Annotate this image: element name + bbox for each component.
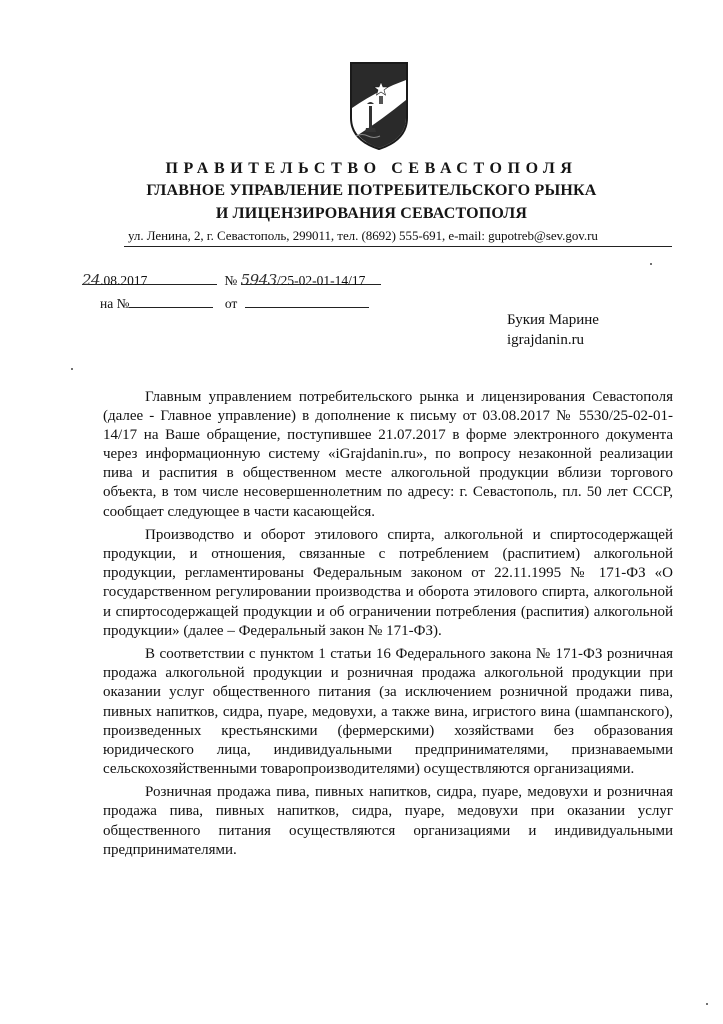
number-label: № xyxy=(224,273,238,288)
number-printed: /25-02-01-14/17 xyxy=(276,273,366,288)
incoming-reference xyxy=(100,294,369,312)
reply-number-blank xyxy=(129,294,213,308)
reply-date-blank xyxy=(245,294,369,308)
number-field xyxy=(240,271,381,289)
scan-speck xyxy=(706,1003,708,1005)
body-paragraph-2: Производство и оборот этилового спирта, алкогольной и спиртосодержащей продукции, и отношения, связанные с потреблением (распитием) алкогольной продукции, регламентированы Федеральным законом от 22.11.1995 № 171-ФЗ «О государственном регулировании производства и оборота этилового спирта, алкогольной и спиртосодержащей продукции и об ограничении потребления (распития) алкогольной продукции» (далее – Федеральный закон № 171-ФЗ). xyxy=(103,527,673,639)
department-name-line1: ГЛАВНОЕ УПРАВЛЕНИЕ ПОТРЕБИТЕЛЬСКОГО РЫНКА xyxy=(146,182,597,199)
date-printed: .08.2017 xyxy=(100,273,148,288)
government-title: ПРАВИТЕЛЬСТВО СЕВАСТОПОЛЯ xyxy=(165,160,578,177)
outgoing-reference xyxy=(82,271,381,289)
date-field xyxy=(82,271,217,289)
letterhead-divider xyxy=(124,246,672,247)
letterhead-address: ул. Ленина, 2, г. Севастополь, 299011, тел. (8692) 555-691, e-mail: gupotreb@sev.gov.ru xyxy=(128,228,598,243)
sevastopol-coat-of-arms-icon xyxy=(348,60,410,152)
scan-speck xyxy=(650,263,652,265)
body-paragraph-1: Главным управлением потребительского рынка и лицензирования Севастополя (далее - Главное управление) в дополнение к письму от 03.08.2017 № 5530/25-02-01-14/17 на Ваше обращение, поступившее 21.07.2017 в форме электронного документа через информационную систему «iGrajdanin.ru», по вопросу незаконной реализации пива и распития в общественном месте алкогольной продукции вблизи торгового объекта, в том числе несовершеннолетним по адресу: г. Севастополь, пл. 50 лет СССР, сообщает следующее в части касающейся. xyxy=(103,389,673,520)
letter-body xyxy=(103,388,673,860)
body-paragraph-4: Розничная продажа пива, пивных напитков, сидра, пуаре, медовухи и розничная продажа пива, пивных напитков, сидра, пуаре, медовухи при оказании услуг общественного питания осуществляются организациями и индивидуальными предпринимателями. xyxy=(103,784,673,858)
addressee-site: igrajdanin.ru xyxy=(507,332,585,348)
scan-speck xyxy=(71,368,73,370)
date-day-handwritten: 24 xyxy=(82,271,101,289)
department-name-line2: И ЛИЦЕНЗИРОВАНИЯ СЕВАСТОПОЛЯ xyxy=(215,205,528,222)
addressee-name: Букия Марине xyxy=(507,312,599,328)
body-paragraph-3: В соответствии с пунктом 1 статьи 16 Федерального закона № 171-ФЗ розничная продажа алкогольной продукции и розничная продажа алкогольной продукции при оказании услуг общественного питания (за исключением розничной продажи пива, пивных напитков, сидра, пуаре, медовухи, а также вина, игристого вина (шампанского), произведенных крестьянскими (фермерскими) хозяйствами без образования юридического лица, индивидуальными предпринимателями, признаваемыми сельскохозяйственными товаропроизводителями) осуществляются организациями. xyxy=(103,646,673,777)
number-handwritten: 5943 xyxy=(240,271,277,289)
reply-from-label: от xyxy=(224,296,238,311)
reply-number-label: на № xyxy=(100,296,130,311)
